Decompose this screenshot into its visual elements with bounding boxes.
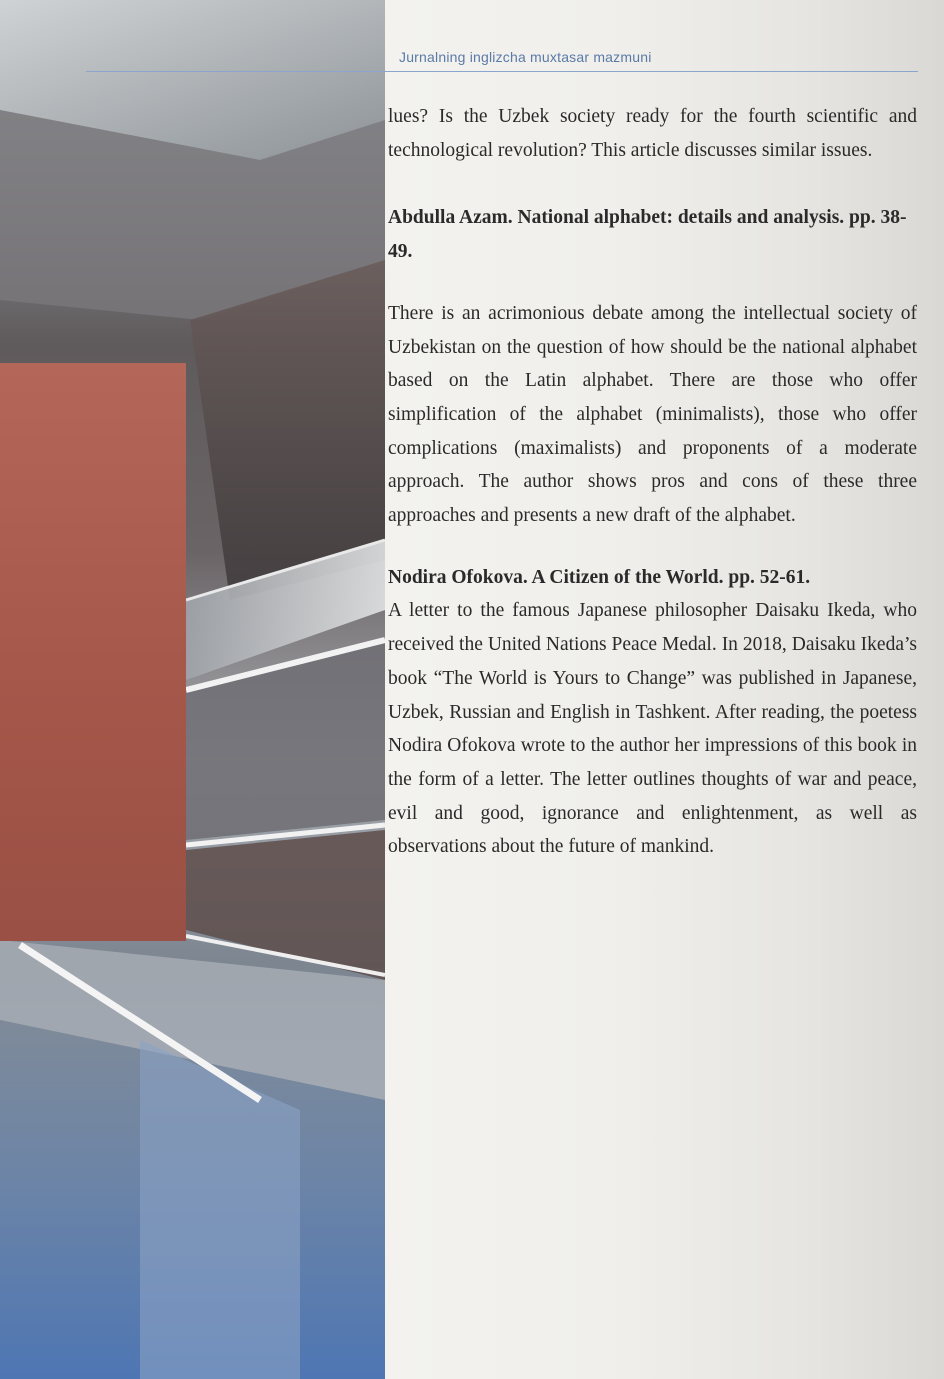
decorative-art-panel (0, 0, 385, 1379)
red-rectangle-shape (0, 363, 186, 941)
article-continuation-text: lues? Is the Uzbek society ready for the fourth scientific and technological revolution? This article discusses similar issues. (388, 106, 917, 161)
article-column (388, 100, 917, 864)
header-divider (86, 71, 918, 72)
article-heading: Nodira Ofokova. A Citizen of the World. pp. 52-61. (388, 566, 811, 588)
article-abstract: A letter to the famous Japanese philosopher Daisaku Ikeda, who received the United Nations Peace Medal. In 2018, Daisaku Ikeda’s book “The World is Yours to Change” was published in Japanese, Uzbek, Russian and English in Tashkent. After reading, the poetess Nodira Ofokova wrote to the author her impressions of this book in the form of a letter. The letter outlines thoughts of war and peace, evil and good, ignorance and enlightenment, as well as observations about the future of mankind. (388, 600, 917, 858)
article-abstract: There is an acrimonious debate among the intellectual society of Uzbekistan on the question of how should be the national alphabet based on the Latin alphabet. There are those who offer simplification of the alphabet (minimalists), those who offer complications (maximalists) and proponents of a moderate approach. The author shows pros and cons of these three approaches and presents a new draft of the alphabet. (388, 302, 917, 527)
article-heading: Abdulla Azam. National alphabet: details and analysis. pp. 38-49. (388, 207, 907, 263)
running-header: Jurnalning inglizcha muxtasar mazmuni (399, 49, 652, 65)
